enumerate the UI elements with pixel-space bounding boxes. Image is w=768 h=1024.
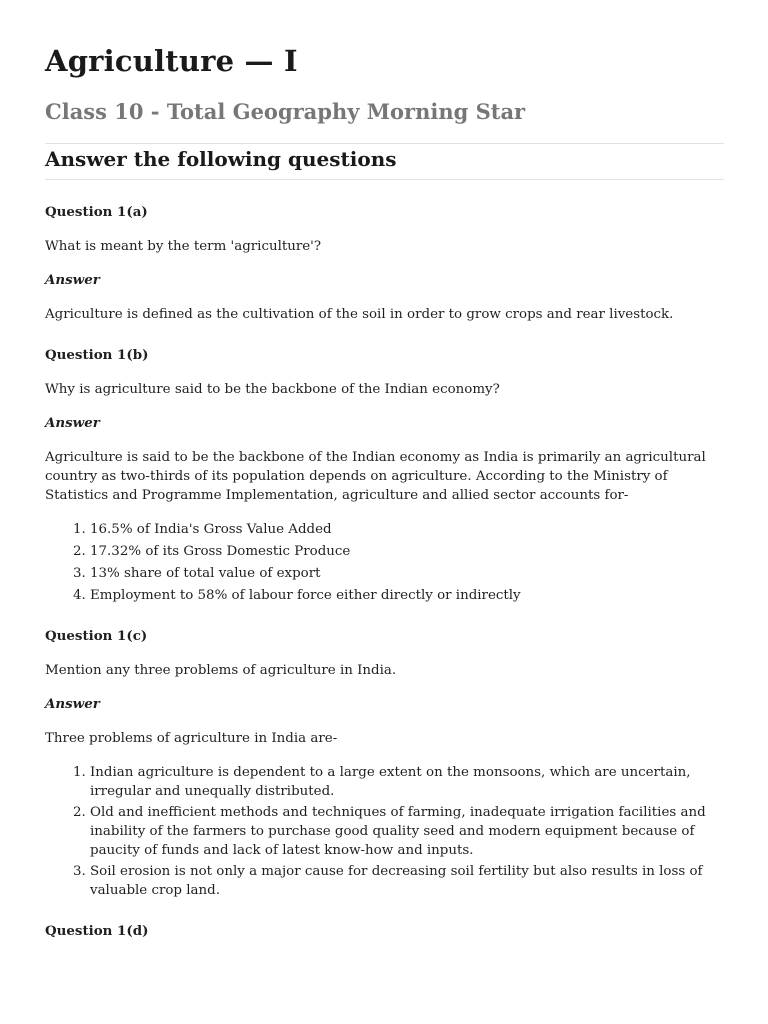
list-item: 2. Old and inefficient methods and techniques of farming, inadequate irrigation facilities and inability of the farmers to purchase good quality seed and modern equipment because of paucity of funds and lack of latest know-how and inputs.: [90, 803, 730, 860]
answer-text: Agriculture is defined as the cultivation of the soil in order to grow crops and rear livestock.: [45, 307, 674, 322]
section-heading: Answer the following questions: [45, 147, 397, 171]
list-item: 4. Employment to 58% of labour force either directly or indirectly: [90, 586, 730, 605]
question-label: Question 1(b): [45, 347, 149, 363]
question-text: What is meant by the term 'agriculture'?: [45, 239, 322, 254]
question-label: Question 1(a): [45, 204, 148, 220]
page-subtitle: Class 10 - Total Geography Morning Star: [45, 99, 526, 124]
list-item: 1. Indian agriculture is dependent to a large extent on the monsoons, which are uncertain, irregular and unequally distributed.: [90, 763, 730, 801]
question-label: Question 1(d): [45, 923, 149, 939]
answer-list: [45, 763, 730, 900]
list-item: 2. 17.32% of its Gross Domestic Produce: [90, 542, 730, 561]
answer-list: [45, 520, 730, 605]
list-item: 1. 16.5% of India's Gross Value Added: [90, 520, 730, 539]
list-item: 3. 13% share of total value of export: [90, 564, 730, 583]
question-text: Mention any three problems of agriculture in India.: [45, 663, 397, 678]
answer-text: Agriculture is said to be the backbone of the Indian economy as India is primarily an agricultural country as two-thirds of its population depends on agriculture. According to the Ministry of Statistics and Programme Implementation, agriculture and allied sector accounts for-: [45, 450, 706, 503]
divider-top: [45, 143, 724, 144]
answer-label: Answer: [45, 272, 100, 288]
question-label: Question 1(c): [45, 628, 148, 644]
divider-bottom: [45, 179, 724, 180]
answer-label: Answer: [45, 696, 100, 712]
qa-content: [45, 203, 730, 941]
list-item: 3. Soil erosion is not only a major cause for decreasing soil fertility but also results in loss of valuable crop land.: [90, 862, 730, 900]
answer-label: Answer: [45, 415, 100, 431]
question-text: Why is agriculture said to be the backbone of the Indian economy?: [45, 382, 500, 397]
page-title: Agriculture — I: [45, 44, 298, 78]
answer-text: Three problems of agriculture in India are-: [45, 731, 338, 746]
